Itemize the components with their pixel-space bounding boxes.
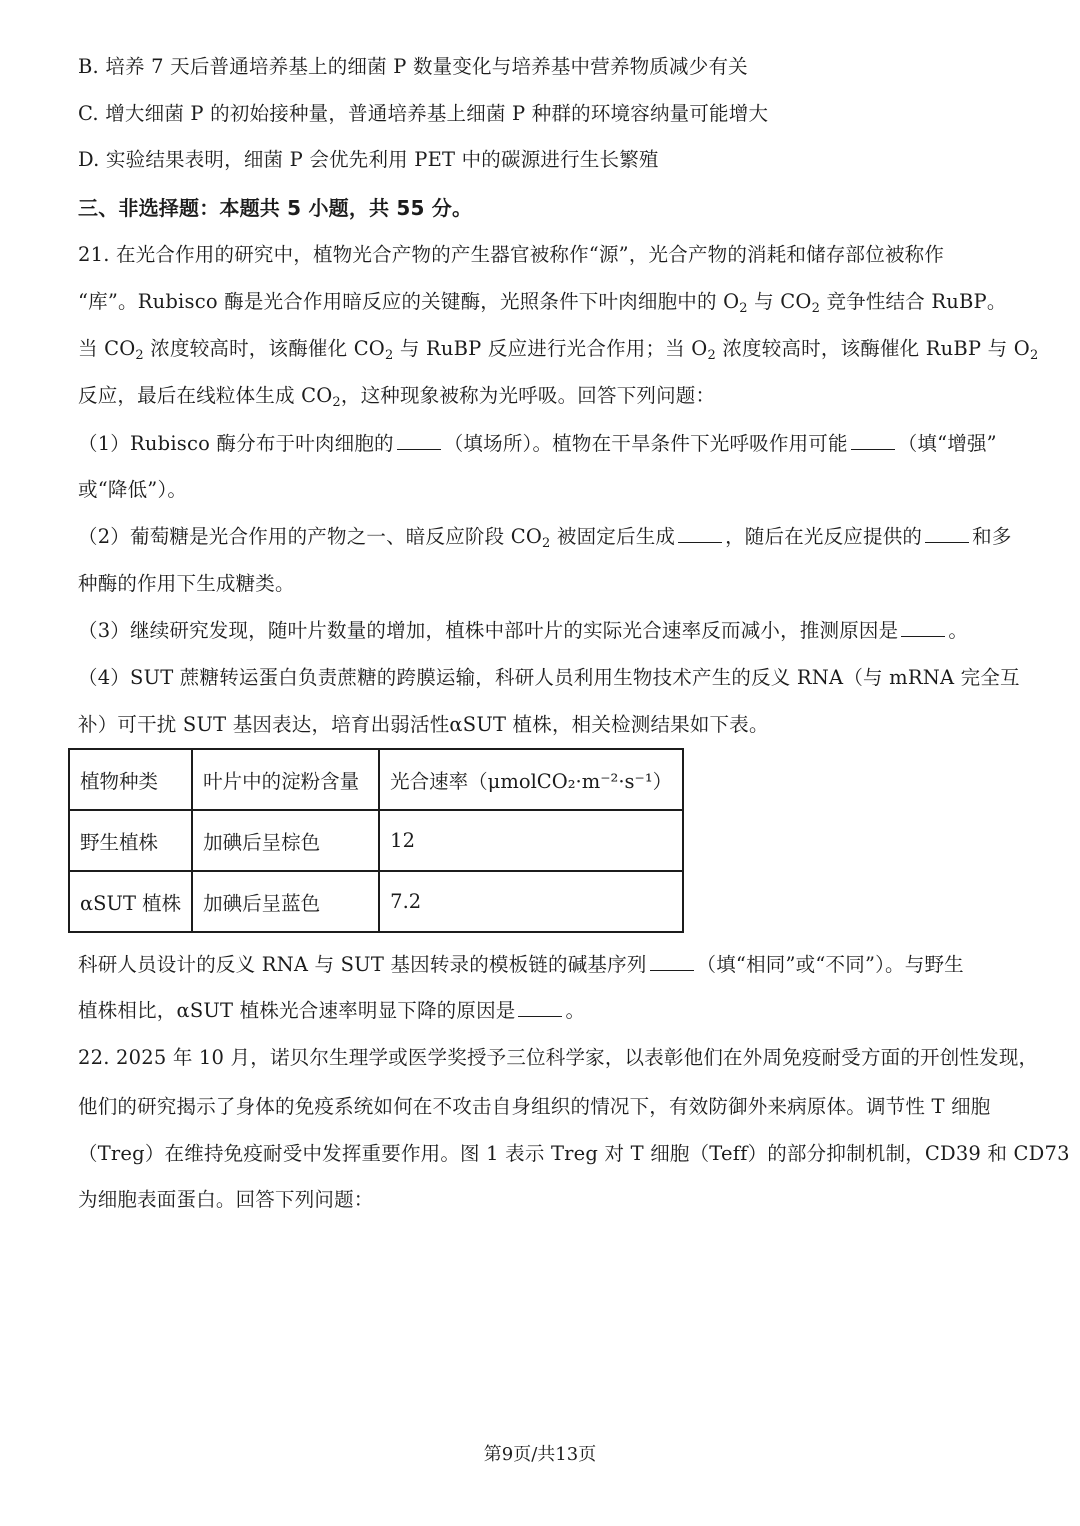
- table-cell: αSUT 植株: [69, 871, 192, 932]
- q22-line-4: 为细胞表面蛋白。回答下列问题：: [78, 1188, 374, 1211]
- q21-after-table-line-1: 科研人员设计的反义 RNA 与 SUT 基因转录的模板链的碱基序列 （填“相同”或“不同”）。与野生: [78, 953, 964, 976]
- table-header-cell: 光合速率（μmolCO₂·m⁻²·s⁻¹）: [379, 749, 683, 810]
- table-header-row: [69, 749, 683, 810]
- answer-blank: [851, 431, 895, 450]
- table-cell: 野生植株: [69, 810, 192, 871]
- option-d: D. 实验结果表明，细菌 P 会优先利用 PET 中的碳源进行生长繁殖: [78, 148, 659, 171]
- q21-intro-line-1: 21. 在光合作用的研究中，植物光合产物的产生器官被称作“源”，光合产物的消耗和储存部位被称作: [78, 243, 945, 266]
- q21-part-3: （3）继续研究发现，随叶片数量的增加，植株中部叶片的实际光合速率反而减小，推测原因是 。: [78, 619, 969, 642]
- table-cell: 加碘后呈蓝色: [192, 871, 379, 932]
- q21-part-2-cont: 种酶的作用下生成糖类。: [78, 572, 295, 595]
- q22-line-2: 他们的研究揭示了身体的免疫系统如何在不攻击自身组织的情况下，有效防御外来病原体。调节性 T 细胞: [78, 1095, 991, 1118]
- table-cell: 加碘后呈棕色: [192, 810, 379, 871]
- answer-blank: [925, 524, 969, 543]
- q21-part-2: （2）葡萄糖是光合作用的产物之一、暗反应阶段 $CO_2$ 被固定后生成 ，随后在光反应提供的 和多: [78, 525, 1012, 551]
- page-footer: 第9页/共13页: [483, 1444, 597, 1465]
- table-row: [69, 871, 683, 932]
- answer-blank: [650, 952, 694, 971]
- q21-intro-line-3: 当 $CO_2$ 浓度较高时，该酶催化 $CO_2$ 与 RuBP 反应进行光合作用；当 $O_2$ 浓度较高时，该酶催化 RuBP 与 $O_2$: [78, 337, 1039, 363]
- q21-part-4-line-1: （4）SUT 蔗糖转运蛋白负责蔗糖的跨膜运输，科研人员利用生物技术产生的反义 RNA（与 mRNA 完全互: [78, 666, 1020, 689]
- option-c: C. 增大细菌 P 的初始接种量，普通培养基上细菌 P 种群的环境容纳量可能增大: [78, 102, 769, 125]
- results-table: [68, 748, 684, 933]
- section-title: 三、非选择题：本题共 5 小题，共 55 分。: [78, 196, 473, 220]
- q21-intro-line-4: 反应，最后在线粒体生成 $CO_2$，这种现象被称为光呼吸。回答下列问题：: [78, 384, 716, 410]
- answer-blank: [901, 618, 945, 637]
- answer-blank: [518, 998, 562, 1017]
- table-cell: 7.2: [379, 871, 683, 932]
- table-cell: 12: [379, 810, 683, 871]
- q21-part-1-cont: 或“降低”）。: [78, 478, 188, 501]
- answer-blank: [397, 431, 441, 450]
- q21-part-4-line-2: 补）可干扰 SUT 基因表达，培育出弱活性αSUT 植株，相关检测结果如下表。: [78, 713, 769, 736]
- table-header-cell: 植物种类: [69, 749, 192, 810]
- option-b: B. 培养 7 天后普通培养基上的细菌 P 数量变化与培养基中营养物质减少有关: [78, 55, 748, 78]
- table-row: [69, 810, 683, 871]
- answer-blank: [678, 524, 722, 543]
- q22-line-3: （Treg）在维持免疫耐受中发挥重要作用。图 1 表示 Treg 对 T 细胞（Teff）的部分抑制机制，CD39 和 CD73: [78, 1142, 1070, 1165]
- q22-line-1: 22. 2025 年 10 月，诺贝尔生理学或医学奖授予三位科学家，以表彰他们在外周免疫耐受方面的开创性发现，: [78, 1046, 1039, 1069]
- q21-part-1: （1）Rubisco 酶分布于叶肉细胞的 （填场所）。植物在干旱条件下光呼吸作用可能 （填“增强”: [78, 432, 997, 455]
- table-header-cell: 叶片中的淀粉含量: [192, 749, 379, 810]
- q21-intro-line-2: “库”。Rubisco 酶是光合作用暗反应的关键酶，光照条件下叶肉细胞中的 $O_2$ 与 $CO_2$ 竞争性结合 RuBP。: [78, 290, 1007, 316]
- q21-after-table-line-2: 植株相比，αSUT 植株光合速率明显下降的原因是 。: [78, 999, 586, 1022]
